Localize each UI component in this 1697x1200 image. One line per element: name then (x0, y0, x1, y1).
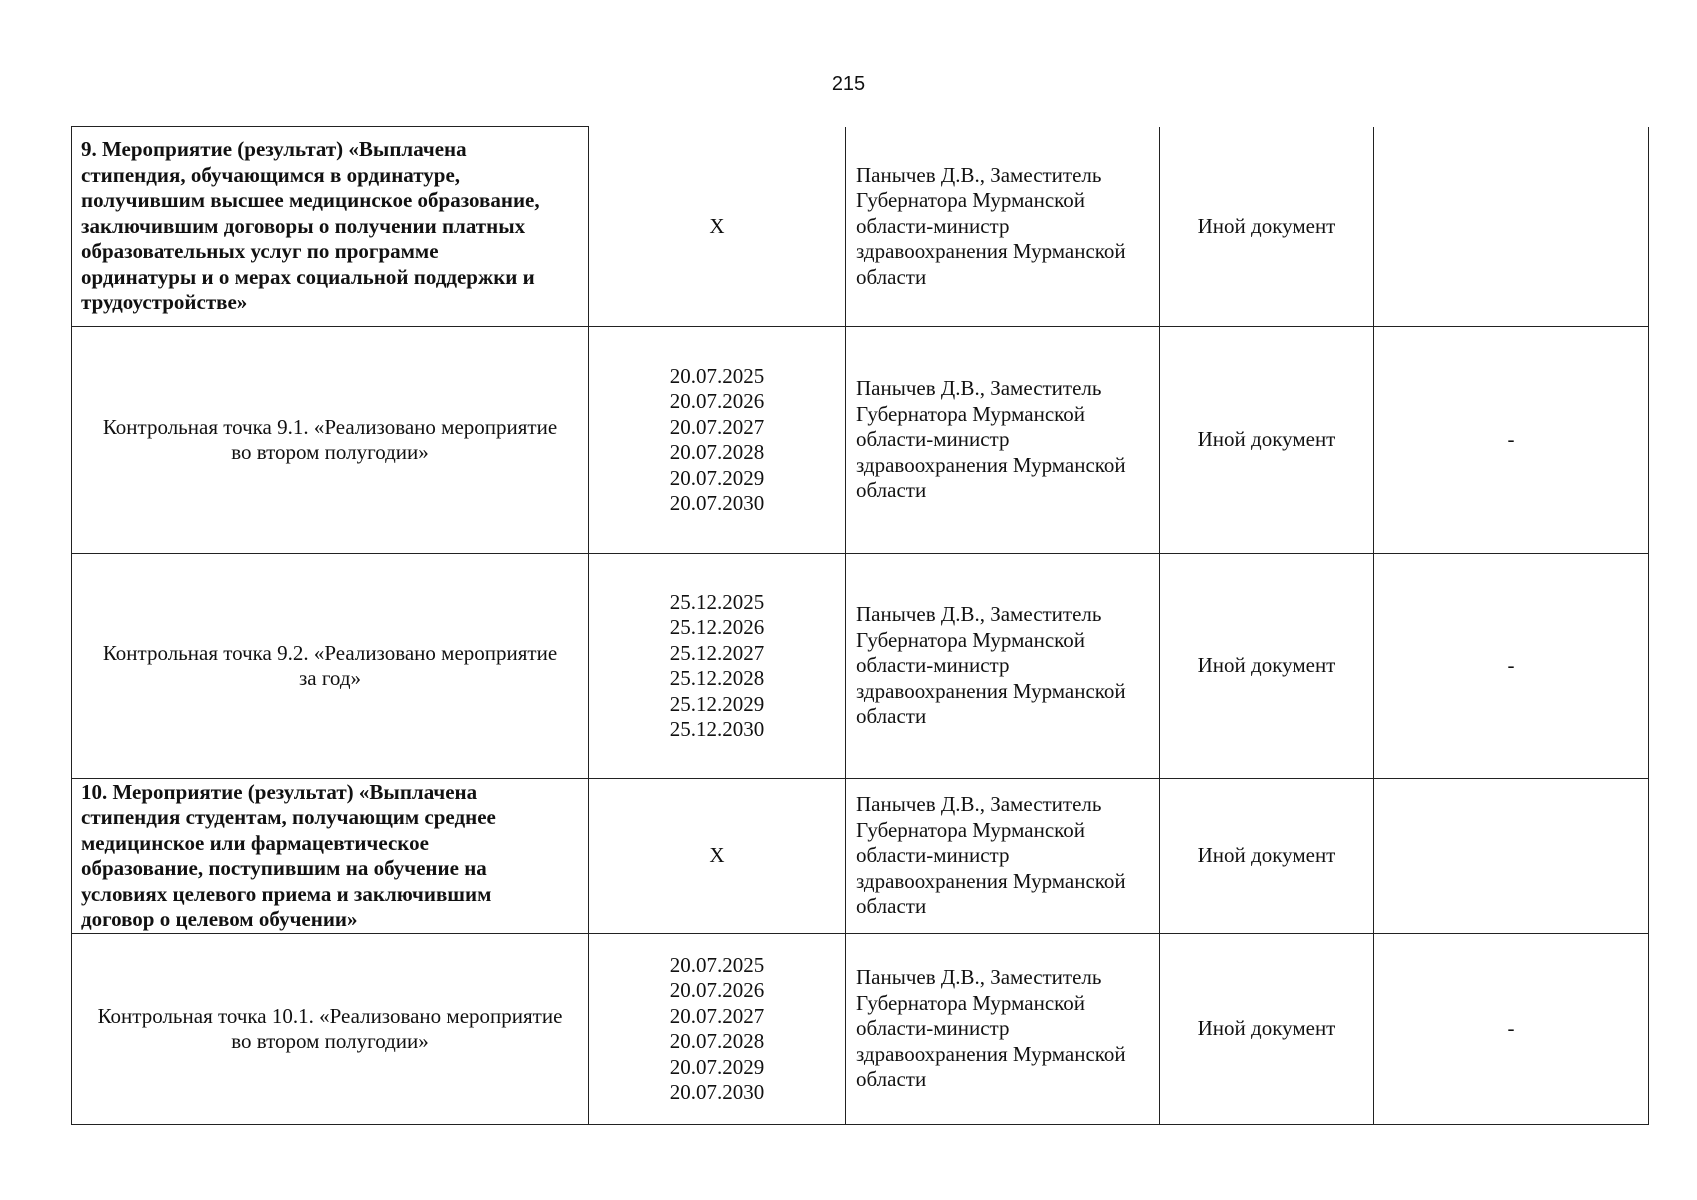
note-cell: - (1374, 554, 1649, 779)
responsible-line: здравоохранения Мурманской (856, 678, 1126, 703)
responsible-line: Губернатора Мурманской (856, 627, 1086, 652)
date-value: 20.07.2026 (669, 978, 765, 1002)
date-value: 20.07.2030 (669, 1080, 765, 1104)
note-cell (1374, 127, 1649, 327)
control-point-name-line: во втором полугодии» (231, 1029, 429, 1053)
responsible-cell (846, 779, 1160, 934)
document-type-cell: Иной документ (1160, 934, 1374, 1125)
control-point-name-line: за год» (298, 666, 362, 690)
control-point-name-line: Контрольная точка 10.1. «Реализовано мероприятие (97, 1003, 563, 1028)
document-type-cell: Иной документ (1160, 327, 1374, 554)
control-point-name-line: Контрольная точка 9.2. «Реализовано мероприятие (102, 640, 558, 665)
date-value: 20.07.2027 (669, 414, 765, 439)
responsible-line: области (856, 264, 927, 289)
measure-name-line: трудоустройстве» (81, 290, 248, 315)
measure-name-line: ординатуры и о мерах социальной поддержки и (81, 264, 535, 289)
responsible-line: Панычев Д.В., Заместитель (856, 602, 1102, 627)
date-value: 20.07.2025 (669, 363, 765, 388)
measure-name-line: образование, поступившим на обучение на (81, 856, 487, 880)
responsible-line: Губернатора Мурманской (856, 817, 1086, 842)
control-point-name (72, 554, 589, 779)
responsible-line: области-министр (856, 653, 1010, 678)
dates-cell (589, 554, 846, 779)
measure-name-line: условиях целевого приема и заключившим (81, 881, 492, 906)
measure-name (72, 127, 589, 327)
responsible-line: области-министр (856, 213, 1010, 238)
responsible-line: области (856, 704, 927, 729)
date-value: 20.07.2026 (669, 389, 765, 413)
dates-cell (589, 127, 846, 327)
measure-name-line: договор о целевом обучении» (81, 907, 358, 931)
responsible-line: области-министр (856, 427, 1010, 452)
date-value: 20.07.2029 (669, 465, 765, 490)
document-type-cell: Иной документ (1160, 127, 1374, 327)
table-row-control-point-9-1 (72, 327, 1649, 554)
date-value: 20.07.2030 (669, 491, 765, 515)
measure-name-line: медицинское или фармацевтическое (81, 830, 429, 855)
measure-name-line: стипендия студентам, получающим среднее (81, 805, 496, 829)
control-point-name (72, 327, 589, 554)
responsible-line: здравоохранения Мурманской (856, 452, 1126, 477)
table-row-control-point-10-1 (72, 934, 1649, 1125)
responsible-line: здравоохранения Мурманской (856, 1041, 1126, 1066)
note-cell (1374, 779, 1649, 934)
responsible-line: области (856, 1067, 927, 1092)
control-point-name-line: во втором полугодии» (231, 440, 429, 464)
table-row-measure-10 (72, 779, 1649, 934)
date-value: 25.12.2026 (669, 615, 765, 639)
responsible-line: Губернатора Мурманской (856, 990, 1086, 1015)
dates-cell (589, 327, 846, 554)
control-point-name (72, 934, 589, 1125)
measure-name-line: заключившим договоры о получении платных (81, 213, 526, 238)
date-value: X (709, 213, 725, 238)
responsible-line: Панычев Д.В., Заместитель (856, 965, 1102, 990)
responsible-line: Губернатора Мурманской (856, 188, 1086, 212)
responsible-cell (846, 327, 1160, 554)
measure-name (72, 779, 589, 934)
responsible-line: области-министр (856, 843, 1010, 868)
note-cell: - (1374, 934, 1649, 1125)
responsible-line: Панычев Д.В., Заместитель (856, 376, 1102, 401)
date-value: 25.12.2030 (669, 717, 765, 741)
date-value: 25.12.2028 (669, 666, 765, 690)
date-value: X (709, 843, 725, 868)
responsible-cell (846, 127, 1160, 327)
page-number: 215 (831, 73, 866, 95)
date-value: 20.07.2027 (669, 1003, 765, 1028)
dates-cell (589, 934, 846, 1125)
date-value: 20.07.2025 (669, 952, 765, 977)
measure-name-line: образовательных услуг по программе (81, 239, 439, 264)
table-row-control-point-9-2 (72, 554, 1649, 779)
date-value: 20.07.2029 (669, 1054, 765, 1079)
responsible-line: Панычев Д.В., Заместитель (856, 792, 1102, 817)
document-type-cell: Иной документ (1160, 554, 1374, 779)
note-cell: - (1374, 327, 1649, 554)
dates-cell (589, 779, 846, 934)
responsible-line: области (856, 478, 927, 503)
responsible-line: Губернатора Мурманской (856, 401, 1086, 426)
responsible-line: области-министр (856, 1016, 1010, 1041)
measure-name-line: стипендия, обучающимся в ординатуре, (81, 162, 461, 187)
responsible-line: здравоохранения Мурманской (856, 239, 1126, 263)
plan-table (71, 126, 1649, 1125)
document-type-cell: Иной документ (1160, 779, 1374, 934)
measure-name-line: 9. Мероприятие (результат) «Выплачена (81, 137, 467, 162)
measure-name-line: 10. Мероприятие (результат) «Выплачена (81, 779, 478, 804)
date-value: 25.12.2025 (669, 589, 765, 614)
date-value: 20.07.2028 (669, 440, 765, 464)
control-point-name-line: Контрольная точка 9.1. «Реализовано мероприятие (102, 414, 558, 439)
measure-name-line: получившим высшее медицинское образование, (81, 188, 540, 213)
responsible-cell (846, 934, 1160, 1125)
responsible-line: области (856, 894, 927, 919)
date-value: 25.12.2027 (669, 640, 765, 665)
table-row-measure-9 (72, 127, 1649, 327)
date-value: 25.12.2029 (669, 691, 765, 716)
responsible-line: здравоохранения Мурманской (856, 868, 1126, 893)
responsible-cell (846, 554, 1160, 779)
date-value: 20.07.2028 (669, 1029, 765, 1053)
responsible-line: Панычев Д.В., Заместитель (856, 162, 1102, 187)
